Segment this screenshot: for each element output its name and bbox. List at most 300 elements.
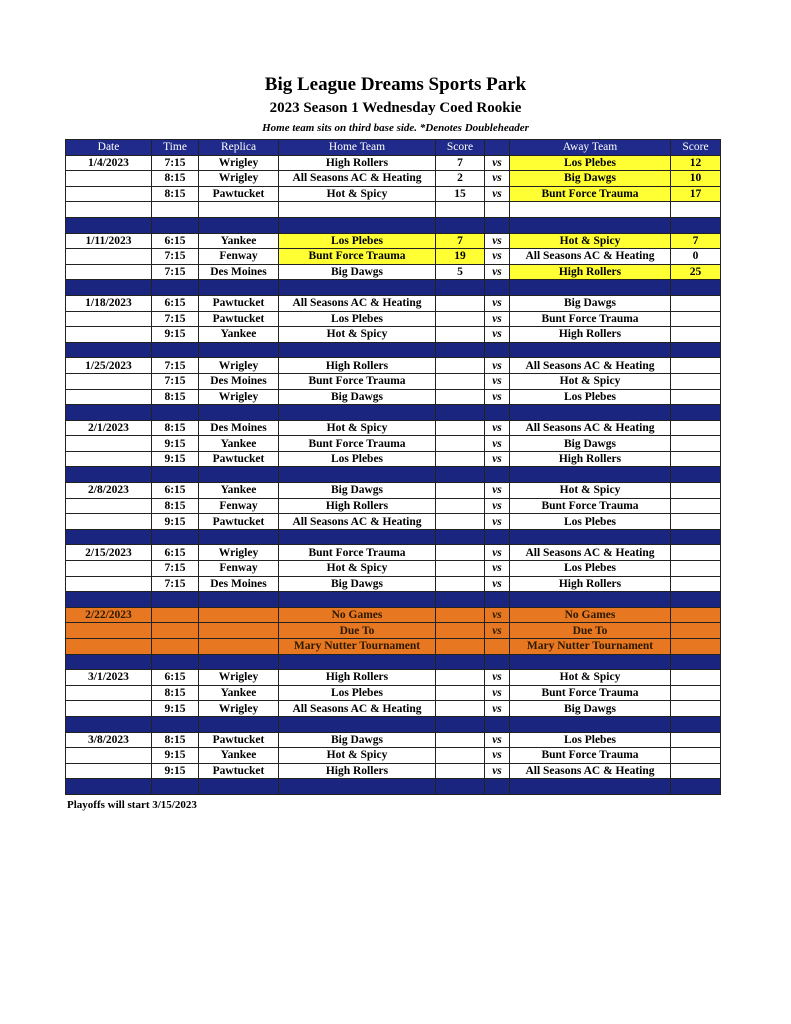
week-divider-row [66,467,721,483]
away-score-cell [671,311,721,327]
home-score-cell [436,420,485,436]
divider-cell [436,405,485,421]
home-score-cell [436,498,485,514]
divider-cell [485,654,510,670]
replica-cell [199,623,279,639]
time-cell [152,607,199,623]
replica-cell: Wrigley [199,545,279,561]
replica-cell [199,639,279,655]
home-team-cell: Big Dawgs [279,389,436,405]
divider-cell [199,779,279,795]
away-team-cell: Hot & Spicy [510,670,671,686]
divider-cell [671,405,721,421]
week-divider-row [66,405,721,421]
time-cell: 8:15 [152,389,199,405]
replica-cell: Fenway [199,249,279,265]
away-score-cell [671,639,721,655]
divider-cell [66,467,152,483]
home-score-cell [436,514,485,530]
home-score-cell [436,623,485,639]
away-score-cell [671,327,721,343]
date-cell [66,514,152,530]
away-score-cell [671,295,721,311]
divider-cell [671,467,721,483]
away-team-cell: Bunt Force Trauma [510,186,671,202]
time-cell: 9:15 [152,763,199,779]
home-score-cell [436,732,485,748]
time-cell [152,639,199,655]
vs-cell: vs [485,670,510,686]
replica-cell: Pawtucket [199,451,279,467]
time-cell: 6:15 [152,545,199,561]
time-cell: 9:15 [152,748,199,764]
away-team-cell: Los Plebes [510,561,671,577]
vs-cell: vs [485,576,510,592]
divider-cell [510,217,671,233]
vs-cell: vs [485,607,510,623]
home-score-cell [436,576,485,592]
divider-cell [199,342,279,358]
divider-cell [66,716,152,732]
divider-cell [485,592,510,608]
home-score-cell: 19 [436,249,485,265]
away-team-cell: Los Plebes [510,389,671,405]
away-score-cell [671,748,721,764]
replica-cell: Yankee [199,436,279,452]
divider-cell [152,405,199,421]
vs-cell: vs [485,358,510,374]
replica-cell: Pawtucket [199,514,279,530]
header-home-score: Score [436,140,485,156]
replica-cell: Yankee [199,685,279,701]
date-cell [66,498,152,514]
time-cell: 6:15 [152,670,199,686]
vs-cell: vs [485,685,510,701]
date-cell [66,763,152,779]
replica-cell: Yankee [199,748,279,764]
away-team-cell: All Seasons AC & Heating [510,420,671,436]
vs-cell: vs [485,264,510,280]
replica-cell: Des Moines [199,373,279,389]
away-team-cell: No Games [510,607,671,623]
replica-cell: Pawtucket [199,186,279,202]
game-row [66,186,721,202]
header-away-team: Away Team [510,140,671,156]
replica-cell: Fenway [199,561,279,577]
home-team-cell: Hot & Spicy [279,748,436,764]
table-header-row [66,140,721,156]
divider-cell [199,280,279,296]
home-team-cell: Los Plebes [279,311,436,327]
divider-cell [66,342,152,358]
divider-cell [436,716,485,732]
playoffs-note: Playoffs will start 3/15/2023 [67,799,197,811]
time-cell: 9:15 [152,701,199,717]
away-team-cell: All Seasons AC & Heating [510,358,671,374]
week-divider-row [66,779,721,795]
replica-cell: Pawtucket [199,295,279,311]
date-cell [66,701,152,717]
replica-cell: Wrigley [199,701,279,717]
divider-cell [510,779,671,795]
vs-cell: vs [485,186,510,202]
date-cell: 2/15/2023 [66,545,152,561]
game-row [66,483,721,499]
home-team-cell: All Seasons AC & Heating [279,171,436,187]
replica-cell: Yankee [199,327,279,343]
time-cell [152,623,199,639]
divider-cell [199,529,279,545]
time-cell: 9:15 [152,436,199,452]
home-team-cell: Hot & Spicy [279,420,436,436]
replica-cell: Wrigley [199,389,279,405]
time-cell: 8:15 [152,732,199,748]
vs-cell: vs [485,373,510,389]
away-score-cell [671,732,721,748]
vs-cell: vs [485,498,510,514]
date-cell: 3/8/2023 [66,732,152,748]
divider-cell [152,654,199,670]
blank-cell [510,202,671,218]
replica-cell: Fenway [199,498,279,514]
away-score-cell [671,358,721,374]
time-cell: 8:15 [152,171,199,187]
divider-cell [436,654,485,670]
vs-cell: vs [485,514,510,530]
divider-cell [279,716,436,732]
page-title: Big League Dreams Sports Park [264,74,527,95]
divider-cell [671,280,721,296]
away-score-cell [671,576,721,592]
no-games-row [66,639,721,655]
away-team-cell: Bunt Force Trauma [510,748,671,764]
home-score-cell [436,483,485,499]
date-cell: 1/11/2023 [66,233,152,249]
blank-cell [279,202,436,218]
divider-cell [485,779,510,795]
divider-cell [510,592,671,608]
vs-cell: vs [485,171,510,187]
date-cell [66,576,152,592]
home-score-cell [436,763,485,779]
date-cell [66,373,152,389]
divider-cell [671,716,721,732]
time-cell: 6:15 [152,483,199,499]
away-team-cell: High Rollers [510,451,671,467]
home-score-cell: 5 [436,264,485,280]
date-cell [66,685,152,701]
away-score-cell [671,420,721,436]
divider-cell [436,280,485,296]
away-score-cell [671,607,721,623]
divider-cell [510,654,671,670]
week-divider-row [66,342,721,358]
divider-cell [436,592,485,608]
away-team-cell: Big Dawgs [510,295,671,311]
home-score-cell [436,373,485,389]
vs-cell: vs [485,436,510,452]
game-row [66,295,721,311]
away-team-cell: Big Dawgs [510,436,671,452]
divider-cell [671,654,721,670]
away-team-cell: All Seasons AC & Heating [510,763,671,779]
home-team-note: Home team sits on third base side. *Denotes Doubleheader [262,122,529,134]
game-row [66,327,721,343]
time-cell: 7:15 [152,373,199,389]
away-score-cell [671,623,721,639]
home-team-cell: High Rollers [279,155,436,171]
divider-cell [671,779,721,795]
divider-cell [199,217,279,233]
divider-cell [436,529,485,545]
replica-cell: Pawtucket [199,311,279,327]
week-divider-row [66,654,721,670]
divider-cell [671,592,721,608]
away-score-cell: 17 [671,186,721,202]
game-row [66,748,721,764]
away-team-cell: Big Dawgs [510,701,671,717]
divider-cell [485,467,510,483]
divider-cell [485,716,510,732]
vs-cell: vs [485,295,510,311]
away-score-cell: 12 [671,155,721,171]
divider-cell [671,342,721,358]
replica-cell [199,607,279,623]
away-team-cell: Hot & Spicy [510,233,671,249]
date-cell: 1/18/2023 [66,295,152,311]
header-date: Date [66,140,152,156]
home-score-cell [436,701,485,717]
date-cell [66,561,152,577]
divider-cell [510,716,671,732]
away-score-cell [671,701,721,717]
blank-cell [152,202,199,218]
home-team-cell: Hot & Spicy [279,186,436,202]
week-divider-row [66,529,721,545]
replica-cell: Wrigley [199,155,279,171]
divider-cell [199,592,279,608]
week-divider-row [66,217,721,233]
game-row [66,249,721,265]
header-away-score: Score [671,140,721,156]
divider-cell [436,342,485,358]
time-cell: 6:15 [152,233,199,249]
divider-cell [279,529,436,545]
blank-cell [66,202,152,218]
divider-cell [152,342,199,358]
vs-cell: vs [485,763,510,779]
away-team-cell: Hot & Spicy [510,373,671,389]
home-score-cell [436,311,485,327]
time-cell: 9:15 [152,514,199,530]
divider-cell [152,529,199,545]
away-team-cell: Big Dawgs [510,171,671,187]
away-team-cell: Los Plebes [510,732,671,748]
away-score-cell [671,451,721,467]
away-team-cell: Due To [510,623,671,639]
time-cell: 7:15 [152,358,199,374]
vs-cell: vs [485,623,510,639]
home-score-cell: 15 [436,186,485,202]
away-score-cell [671,483,721,499]
vs-cell: vs [485,249,510,265]
away-score-cell [671,670,721,686]
home-score-cell: 7 [436,155,485,171]
home-team-cell: All Seasons AC & Heating [279,295,436,311]
away-score-cell: 10 [671,171,721,187]
vs-cell: vs [485,389,510,405]
away-score-cell [671,373,721,389]
time-cell: 9:15 [152,327,199,343]
blank-cell [199,202,279,218]
game-row [66,701,721,717]
home-score-cell [436,389,485,405]
week-divider-row [66,592,721,608]
divider-cell [66,405,152,421]
home-team-cell: Big Dawgs [279,483,436,499]
header-vs [485,140,510,156]
home-team-cell: Los Plebes [279,233,436,249]
home-score-cell [436,685,485,701]
divider-cell [152,716,199,732]
away-team-cell: Hot & Spicy [510,483,671,499]
replica-cell: Yankee [199,233,279,249]
time-cell: 7:15 [152,155,199,171]
game-row [66,498,721,514]
vs-cell: vs [485,732,510,748]
divider-cell [152,592,199,608]
game-row [66,358,721,374]
date-cell: 1/4/2023 [66,155,152,171]
game-row [66,264,721,280]
divider-cell [485,280,510,296]
away-score-cell [671,561,721,577]
home-score-cell [436,358,485,374]
divider-cell [152,217,199,233]
date-cell: 2/8/2023 [66,483,152,499]
home-score-cell [436,670,485,686]
divider-cell [485,529,510,545]
divider-cell [66,779,152,795]
header-time: Time [152,140,199,156]
away-team-cell: High Rollers [510,264,671,280]
divider-cell [199,467,279,483]
date-cell [66,748,152,764]
divider-cell [279,592,436,608]
home-team-cell: Bunt Force Trauma [279,249,436,265]
divider-cell [66,654,152,670]
divider-cell [199,654,279,670]
divider-cell [199,716,279,732]
replica-cell: Des Moines [199,420,279,436]
home-score-cell [436,327,485,343]
time-cell: 8:15 [152,186,199,202]
time-cell: 8:15 [152,498,199,514]
home-score-cell: 2 [436,171,485,187]
home-team-cell: High Rollers [279,763,436,779]
away-team-cell: Los Plebes [510,514,671,530]
home-team-cell: Hot & Spicy [279,327,436,343]
home-score-cell [436,561,485,577]
divider-cell [436,779,485,795]
vs-cell: vs [485,561,510,577]
home-team-cell: High Rollers [279,498,436,514]
divider-cell [510,280,671,296]
game-row [66,576,721,592]
game-row [66,514,721,530]
time-cell: 7:15 [152,311,199,327]
home-team-cell: Bunt Force Trauma [279,436,436,452]
home-team-cell: All Seasons AC & Heating [279,701,436,717]
divider-cell [66,529,152,545]
divider-cell [279,467,436,483]
time-cell: 7:15 [152,561,199,577]
away-team-cell: Los Plebes [510,155,671,171]
away-score-cell [671,389,721,405]
replica-cell: Wrigley [199,358,279,374]
time-cell: 8:15 [152,685,199,701]
away-team-cell: Bunt Force Trauma [510,311,671,327]
vs-cell: vs [485,748,510,764]
vs-cell: vs [485,327,510,343]
game-row [66,171,721,187]
divider-cell [66,217,152,233]
away-score-cell: 7 [671,233,721,249]
home-team-cell: Hot & Spicy [279,561,436,577]
divider-cell [436,217,485,233]
divider-cell [279,280,436,296]
header-home-team: Home Team [279,140,436,156]
divider-cell [671,217,721,233]
time-cell: 6:15 [152,295,199,311]
divider-cell [152,467,199,483]
divider-cell [510,467,671,483]
home-team-cell: High Rollers [279,670,436,686]
date-cell: 2/1/2023 [66,420,152,436]
divider-cell [279,342,436,358]
game-row [66,420,721,436]
game-row [66,561,721,577]
home-team-cell: No Games [279,607,436,623]
home-team-cell: Bunt Force Trauma [279,373,436,389]
divider-cell [279,654,436,670]
game-row [66,389,721,405]
home-team-cell: Los Plebes [279,685,436,701]
away-team-cell: High Rollers [510,327,671,343]
game-row [66,685,721,701]
away-team-cell: Bunt Force Trauma [510,498,671,514]
replica-cell: Des Moines [199,264,279,280]
replica-cell: Wrigley [199,670,279,686]
vs-cell: vs [485,420,510,436]
game-row [66,545,721,561]
home-team-cell: Los Plebes [279,451,436,467]
away-score-cell [671,436,721,452]
home-team-cell: Big Dawgs [279,732,436,748]
divider-cell [66,280,152,296]
away-team-cell: Mary Nutter Tournament [510,639,671,655]
divider-cell [436,467,485,483]
away-score-cell [671,514,721,530]
home-team-cell: All Seasons AC & Heating [279,514,436,530]
divider-cell [510,342,671,358]
date-cell [66,264,152,280]
home-team-cell: Bunt Force Trauma [279,545,436,561]
game-row [66,732,721,748]
vs-cell: vs [485,155,510,171]
schedule-table [65,139,721,795]
replica-cell: Yankee [199,483,279,499]
